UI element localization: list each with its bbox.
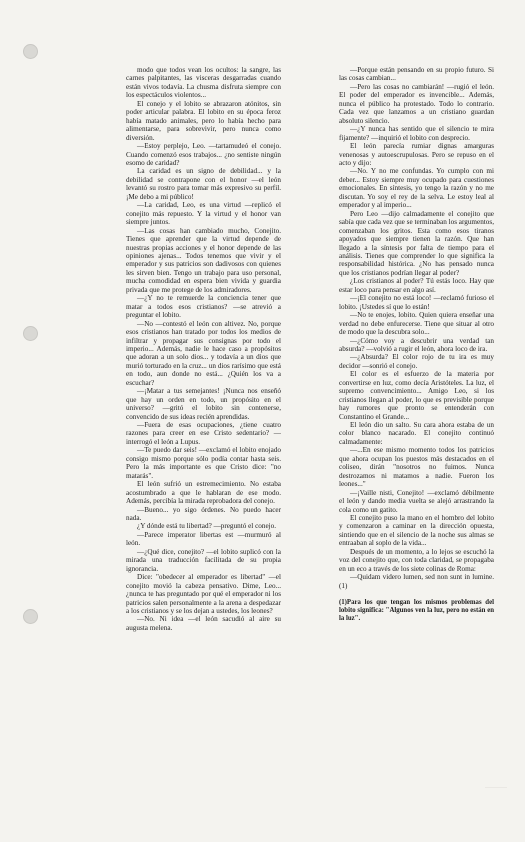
left-paragraph: —Te puedo dar seis! —exclamó el lobito enojado consigo mismo porque sólo podía contar hasta seis. Pero la más importante es que Cristo dice: "no matarás".: [126, 446, 281, 480]
right-paragraph: El león parecía rumiar dignas amarguras venenosas y autoescrupulosas. Pero se repuso en el acto y dijo:: [339, 142, 494, 167]
left-paragraph: —Parece imperator libertas est —murmuró al león.: [126, 530, 281, 548]
left-paragraph: El león sufrió un estremecimiento. No estaba acostumbrado a que le hablaran de ese modo. Además, percibía la mirada reprobadora del conejo.: [126, 480, 281, 506]
left-paragraph: —No. Ni idea —el león sacudió al aire su augusta melena.: [126, 615, 281, 632]
left-paragraph: —No —contestó el león con altivez. No, porque esos cristianos han tratado por todos los medios de infiltrar y propagar sus consignas por todo el imperio... Además, nadie le hace caso a propósitos que adoran a un solo dios... y todavía a un dios que murió torturado en la cruz... un dios rarísimo que está en todo, aun donde no está... ¿Quién los va a escuchar?: [126, 319, 281, 387]
left-paragraph: ¿Y dónde está tu libertad? —preguntó el conejo.: [137, 522, 277, 531]
left-paragraph: —Fuera de esas ocupaciones, ¿tiene cuatro razones para creer en ese Cristo sedentario? —interrogó el león a Lupus.: [126, 421, 281, 446]
right-text-column: [339, 66, 494, 623]
right-paragraph: ¿Los cristianos al poder? Tú estás loco. Hay que estar loco para pensar en algo así.: [339, 277, 494, 294]
right-paragraph: —¿Absurda? El color rojo de tu ira es muy decidor —sonrió el conejo.: [339, 353, 494, 370]
right-paragraph: —¿Cómo voy a descubrir una verdad tan absurda? —volvió a rugir el león, ahora loco de ira.: [339, 336, 494, 353]
right-paragraph: —No te enojes, lobito. Quien quiera enseñar una verdad no debe enfurecerse. Tiene que situar al otro de modo que la descubra solo...: [339, 311, 494, 337]
binder-hole-top: [23, 44, 38, 59]
right-paragraph: —¡Vaille nisti, Conejito! —exclamó débilmente el león y dando media vuelta se alejó arrastrando la cola como un gatito.: [339, 488, 494, 514]
right-paragraph: Después de un momento, a lo lejos se escuchó la voz del conejito que, con toda claridad, se propagaba en un eco a través de los siete colinas de Roma:: [339, 547, 494, 573]
left-paragraph: Dice: "obedecer al emperador es libertad" —el conejito movió la cabeza pensativo. Dime, Leo... ¿nunca te has preguntado por qué el emperador ni los patricios salen personalmente a la arena a despedazar a los cristianos y se los dejan a ustedes, los leones?: [126, 573, 281, 615]
right-paragraph: —Quidam videro lumen, sed non sunt in lumine. (1): [339, 573, 494, 590]
right-paragraph: Pero Leo —dijo calmadamente el conejito que sabía que cada vez que se terminaban los argumentos, comenzaban los gritos. Esta como esos tiranos apoyados que siempre tienen la razón. Que han llegado a la síntesis por falta de tiempo para el análisis. Tienes que comprender lo que significa la responsabilidad histórica. ¿No has pensado nunca que los cristianos podrían llegar al poder?: [339, 209, 494, 277]
binder-hole-bottom: [23, 609, 38, 624]
right-paragraph: El color es el esfuerzo de la materia por convertirse en luz, como decía Aristóteles. La luz, el supremo convencimiento... Amigo Leo, si los cristianos llegan al poder, lo que es previsible porque hay rumores que pronto se entenderán con Constantino el Grande...: [339, 370, 494, 421]
left-paragraph: —La caridad, Leo, es una virtud —replicó el conejito más repuesto. Y la virtud y el honor van siempre juntos.: [126, 201, 281, 227]
left-paragraph: —¡Matar a tus semejantes! ¡Nunca nos enseñó que hay un orden en todo, un propósito en el universo? —gritó el lobito sin contenerse, convencido de sus ideas recién aprendidas.: [126, 387, 281, 421]
right-paragraph: —...En ese mismo momento todos los patricios que ahora ocupan los puestos más destacados en el coliseo, dirán "nosotros no fuimos. Nunca destrozamos ni matamos a nadie. Fueron los leones...": [339, 446, 494, 489]
footnote: (1)Para los que tengan los mismos problemas del lobito significa: "Algunos ven la luz, pero no están en la luz".: [339, 599, 494, 623]
left-paragraph: —Estoy perplejo, Leo. —tartamudeó el conejo. Cuando comenzó esos trabajos... ¿no sentiste ningún esomo de caridad?: [126, 142, 281, 167]
left-paragraph: —Las cosas han cambiado mucho, Conejito. Tienes que aprender que la virtud depende de nuestras propias acciones y el honor depende de las opiniones ajenas... Todos tenemos que vivir y el emperador y sus patricios son dadivosos con quienes les sirven bien. Tengo un trabajo para uso personal, mucha comodidad en espera bien vivida y guardia privada que me protege de los admiradores.: [126, 226, 281, 294]
left-paragraph: El conejo y el lobito se abrazaron atónitos, sin poder articular palabra. El lobito en su época feroz había matado animales, pero lo había hecho para alimentarse, para sobrevivir, pero nunca como diversión.: [126, 99, 281, 142]
right-paragraph: —No. Y no me confundas. Yo cumplo con mi deber... Estoy siempre muy ocupado para cuestiones emocionales. En síntesis, yo tengo la razón y no me discutan. Yo soy el rey de la selva. Le estoy leal al emperador y al imperio...: [339, 167, 494, 210]
right-paragraph: El león dio un salto. Su cara ahora estaba de un color blanco nacarado. El conejito continuó calmadamente:: [339, 421, 494, 446]
right-paragraph: —Pero las cosas no cambiarán! —rugió el león. El poder del emperador es invencible... Además, nunca el público ha protestado. Todo lo contrario. Cada vez que lanzamos a un cristiano guardan absoluto silencio.: [339, 82, 494, 125]
left-paragraph: —¿Qué dice, conejito? —el lobito suplicó con la mirada una traducción facilitada de su propia ignorancia.: [126, 547, 281, 573]
right-paragraph: —¿Y nunca has sentido que el silencio te mira fijamente? —inquirió el lobito con desprecio.: [339, 125, 494, 142]
scan-artifact: [485, 787, 507, 798]
left-text-column: [126, 66, 281, 632]
left-paragraph: modo que todos vean los ocultos: la sangre, las carnes palpitantes, las visceras desgarradas cuando están vivos todavía. La chusma disfruta siempre con los espectáculos violentos...: [126, 66, 281, 100]
right-paragraph: El conejito puso la mano en el hombro del lobito y comenzaron a caminar en la dirección opuesta, sintiendo que en el silencio de la noche sus almas se entraaban al soplo de la vida...: [339, 514, 494, 548]
right-paragraph: —¡El conejito no está loco! —reclamó furioso el lobito. ¡Ustedes sí que lo están!: [339, 294, 494, 311]
left-paragraph: La caridad es un signo de debilidad... y la debilidad se contrapone con el honor —el león levantó su rostro para tomar más expresivo su perfil. ¡Me debo a mi público!: [126, 167, 281, 201]
binder-hole-middle: [23, 326, 38, 341]
left-paragraph: —¿Y no te remuerde la conciencia tener que matar a todos esos cristianos? —se atrevió a preguntar el lobito.: [126, 294, 281, 320]
left-paragraph: —Bueno... yo sigo órdenes. No puedo hacer nada.: [126, 505, 281, 523]
right-paragraph: —Porque están pensando en su propio futuro. Si las cosas cambian...: [339, 66, 494, 83]
